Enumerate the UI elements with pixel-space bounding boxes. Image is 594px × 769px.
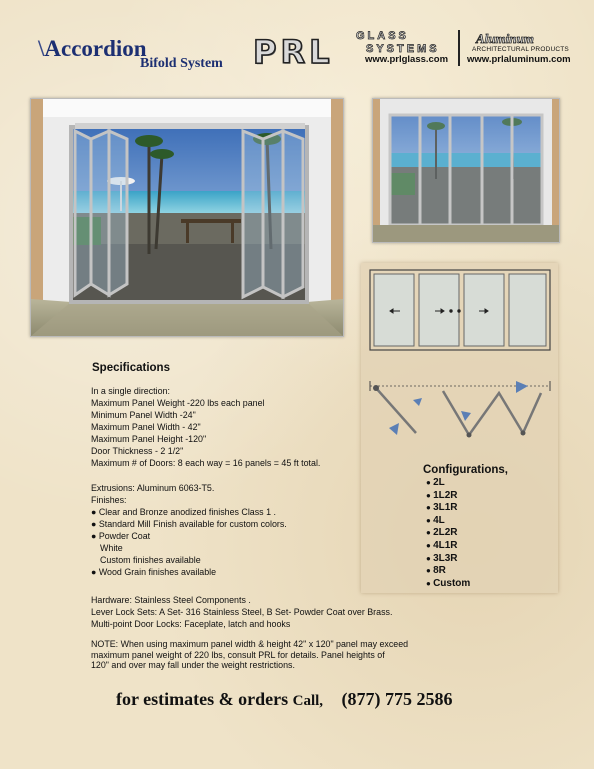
spec-line: Maximum Panel Weight -220 lbs each panel bbox=[91, 398, 265, 408]
bullet-icon: ● bbox=[91, 567, 99, 577]
aluminum-website-link[interactable]: www.prlaluminum.com bbox=[467, 54, 571, 65]
contact-footer bbox=[116, 689, 453, 710]
bifold-open-illustration bbox=[31, 99, 343, 336]
spec-line: Maximum Panel Width - 42" bbox=[91, 422, 201, 432]
title-slash: \ bbox=[38, 36, 45, 61]
bullet-icon: ● bbox=[91, 519, 99, 529]
note-line: NOTE: When using maximum panel width & height 42" x 120" panel may exceed bbox=[91, 639, 409, 649]
bifold-closed-illustration bbox=[373, 99, 559, 242]
hardware-line: Lever Lock Sets: A Set- 316 Stainless Steel, B Set- Powder Coat over Brass. bbox=[91, 607, 393, 617]
config-item: ● 2L2R bbox=[426, 527, 508, 540]
configurations-list-block bbox=[423, 464, 508, 590]
config-item: ● 1L2R bbox=[426, 490, 508, 503]
config-item: ● 3L3R bbox=[426, 553, 508, 566]
spec-main-block bbox=[91, 385, 320, 469]
spec-line: Maximum Panel Height -120" bbox=[91, 434, 207, 444]
aluminum-tagline: ARCHITECTURAL PRODUCTS bbox=[472, 46, 569, 53]
configurations-title: Configurations, bbox=[423, 464, 508, 476]
spec-line: Maximum # of Doors: 8 each way = 16 panels = 45 ft total. bbox=[91, 458, 321, 468]
config-item: ● 2L bbox=[426, 477, 508, 490]
bullet-icon: ● bbox=[91, 507, 99, 517]
note-line: maximum panel weight of 220 lbs, consult PRL for details. Panel heights of bbox=[91, 649, 385, 660]
call-text: Call, bbox=[292, 693, 324, 709]
title-text: Accordion bbox=[44, 36, 147, 61]
finish-item bbox=[91, 566, 287, 578]
panel-elevation-diagram bbox=[361, 263, 558, 453]
bullet-icon: ● bbox=[91, 531, 99, 541]
glass-website-link[interactable]: www.prlglass.com bbox=[365, 54, 449, 65]
config-item: ● 4L1R bbox=[426, 540, 508, 553]
logo-divider bbox=[458, 30, 460, 66]
spec-line: Minimum Panel Width -24" bbox=[91, 410, 196, 420]
note-block bbox=[91, 639, 408, 671]
hardware-line: Multi-point Door Locks: Faceplate, latch and hooks bbox=[91, 619, 291, 629]
spec-line: In a single direction: bbox=[91, 386, 170, 396]
finishes-label: Finishes: bbox=[91, 495, 127, 505]
aluminum-logo: Aluminum bbox=[476, 31, 534, 46]
finish-item bbox=[91, 518, 287, 530]
spec-line: Door Thickness - 2 1/2" bbox=[91, 446, 184, 456]
bifold-closed-photo bbox=[372, 98, 560, 243]
finish-item bbox=[91, 506, 287, 518]
hardware-block bbox=[91, 594, 392, 630]
specifications-heading: Specifications bbox=[92, 362, 170, 374]
systems-label: SYSTEMS bbox=[366, 43, 440, 55]
config-item: ● Custom bbox=[426, 578, 508, 591]
finish-subitem: Custom finishes available bbox=[100, 555, 201, 565]
configurations-list bbox=[423, 477, 508, 590]
config-item: ● 8R bbox=[426, 565, 508, 578]
finish-text: Wood Grain finishes available bbox=[98, 567, 217, 577]
finish-text: Powder Coat bbox=[98, 531, 151, 541]
config-item: ● 4L bbox=[426, 515, 508, 528]
product-subtitle: Bifold System bbox=[140, 56, 223, 71]
glass-label: GLASS bbox=[356, 30, 409, 42]
extrusions-line: Extrusions: Aluminum 6063-T5. bbox=[91, 483, 215, 493]
bifold-open-photo bbox=[30, 98, 344, 337]
phone-number[interactable]: (877) 775 2586 bbox=[341, 689, 453, 709]
finish-text: Clear and Bronze anodized finishes Class 1 . bbox=[98, 507, 276, 517]
note-line: 120" and over may fall under the weight restrictions. bbox=[91, 660, 295, 670]
estimates-text: for estimates & orders bbox=[116, 689, 289, 709]
product-title bbox=[38, 36, 147, 62]
finish-subitem: White bbox=[100, 543, 123, 553]
config-item: ● 3L1R bbox=[426, 502, 508, 515]
prl-logo: PRL bbox=[253, 33, 334, 71]
finish-text: Standard Mill Finish available for custom colors. bbox=[98, 519, 287, 529]
hardware-line: Hardware: Stainless Steel Components . bbox=[91, 595, 251, 605]
finish-item bbox=[91, 530, 287, 542]
finishes-block bbox=[91, 482, 287, 578]
